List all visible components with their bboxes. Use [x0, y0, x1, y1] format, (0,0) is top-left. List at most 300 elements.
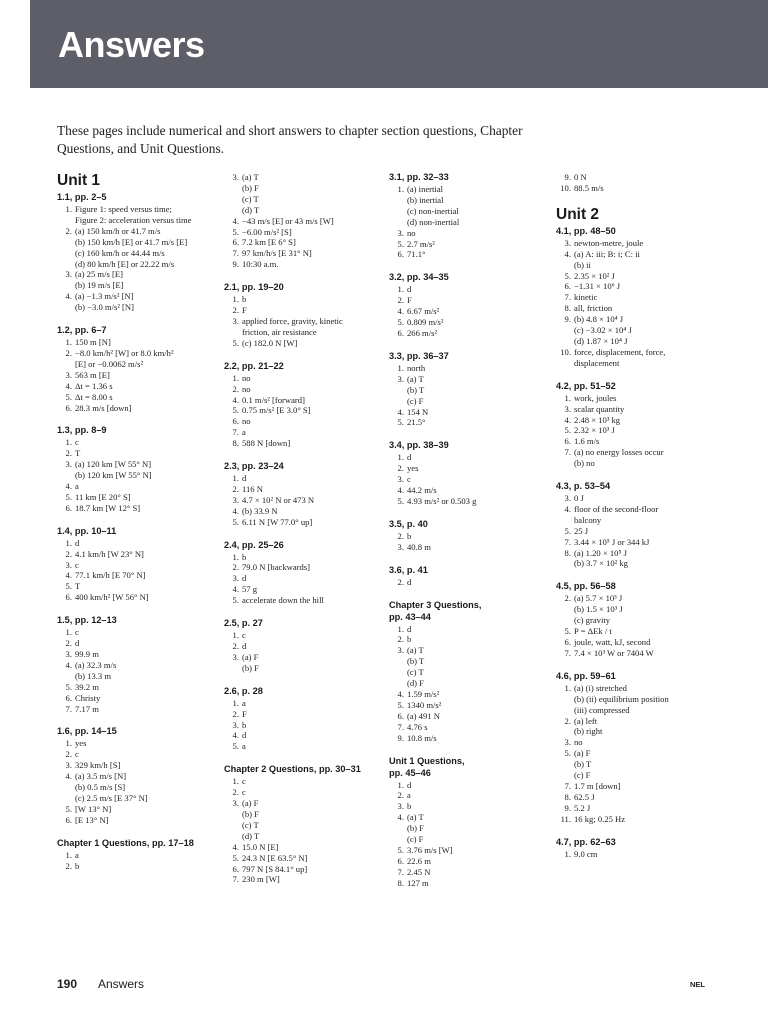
- answer-item: [57, 481, 217, 492]
- answer-list: [57, 437, 217, 513]
- answer-text: north: [407, 362, 426, 373]
- answer-text: (a) T: [407, 373, 424, 384]
- answer-item: [556, 325, 716, 336]
- section-heading: 2.4, pp. 25–26: [224, 539, 284, 550]
- answer-column-1: [57, 172, 217, 884]
- answer-item: [389, 790, 539, 801]
- answer-text: 2.32 × 10³ J: [574, 425, 615, 436]
- answer-number: 6.: [65, 502, 72, 513]
- answer-number: 2.: [65, 225, 72, 236]
- answer-text: no: [242, 416, 251, 427]
- answer-number: 5.: [564, 626, 571, 637]
- answer-text: T: [75, 581, 81, 592]
- answer-text: (a) inertial: [407, 184, 444, 194]
- answer-number: 3.: [397, 801, 404, 812]
- section-heading: 2.3, pp. 23–24: [224, 461, 284, 472]
- answer-item: [389, 689, 539, 700]
- answer-text: c: [242, 630, 246, 641]
- intro-paragraph: These pages include numerical and short answers to chapter section questions, Chapter Questions, and Unit Questions.: [57, 123, 523, 156]
- answer-number: 7.: [564, 447, 571, 458]
- answer-text: 4.76 s: [407, 721, 428, 732]
- answer-text: 40.8 m: [407, 541, 431, 552]
- answer-item: [556, 814, 716, 825]
- section-heading: 2.1, pp. 19–20: [224, 282, 284, 293]
- answer-list: [389, 624, 539, 744]
- answer-section: [389, 519, 539, 553]
- answer-item: [224, 305, 374, 316]
- answer-item: [224, 495, 374, 506]
- answer-text: (c) 182.0 N [W]: [242, 337, 298, 348]
- answer-item: [57, 581, 217, 592]
- answer-number: 7.: [564, 292, 571, 303]
- answer-number: 5.: [232, 405, 239, 416]
- answer-number: 2.: [232, 383, 239, 394]
- answer-item: [556, 759, 716, 770]
- answer-item: [57, 693, 217, 704]
- answer-item: [556, 705, 716, 716]
- answer-number: 1.: [397, 362, 404, 373]
- section-heading-continued: pp. 45–46: [389, 767, 431, 778]
- answer-number: 1.: [65, 437, 72, 448]
- answer-number: 1.: [232, 697, 239, 708]
- answer-number: 5.: [397, 495, 404, 506]
- answer-text: d: [75, 537, 80, 548]
- section-heading: 4.3, p. 53–54: [556, 481, 611, 492]
- answer-text: (b) F: [242, 808, 259, 819]
- section-heading: 1.6, pp. 14–15: [57, 726, 117, 737]
- answer-item: [556, 425, 716, 436]
- answer-list: [389, 284, 539, 339]
- answer-list: [224, 630, 374, 674]
- answer-text: (a) 32.3 m/s: [75, 659, 117, 670]
- answer-text: d: [407, 452, 412, 463]
- answer-text: (d) 80 km/h [E] or 22.22 m/s: [75, 258, 175, 269]
- answer-number: 5.: [232, 595, 239, 606]
- answer-text: 7.17 m: [75, 703, 99, 714]
- answer-text: (d) T: [242, 830, 260, 841]
- answer-number: 4.: [65, 291, 72, 302]
- answer-item: [389, 239, 539, 250]
- answer-item: [224, 416, 374, 427]
- answer-section: [57, 726, 217, 825]
- section-heading: Chapter 1 Questions, pp. 17–18: [57, 837, 194, 848]
- answer-text: 22.6 m: [407, 855, 431, 866]
- answer-section: [224, 172, 374, 270]
- answer-text: 4.7 × 10² N or 473 N: [242, 494, 315, 505]
- answer-text: (a) F: [242, 651, 259, 662]
- answer-section: [389, 600, 539, 744]
- answer-item: [389, 452, 539, 463]
- answer-item: [389, 184, 539, 195]
- answer-item: [224, 473, 374, 484]
- answer-list: [57, 850, 217, 872]
- answer-text: (c) T: [242, 193, 259, 204]
- answer-text: 7.4 × 10³ W or 7404 W: [574, 647, 654, 658]
- answer-column-4: [556, 172, 716, 872]
- answer-item: [389, 463, 539, 474]
- answer-item: [57, 771, 217, 782]
- answer-text: (d) F: [407, 678, 424, 689]
- answer-text: (a) 25 m/s [E]: [75, 269, 123, 280]
- answer-number: 5.: [65, 491, 72, 502]
- answer-number: 5.: [564, 525, 571, 536]
- answer-text: c: [75, 627, 79, 638]
- answer-number: 1.: [232, 473, 239, 484]
- answer-section: [57, 325, 217, 413]
- answer-item: [224, 205, 374, 216]
- answer-text: (c) gravity: [574, 615, 611, 626]
- answer-list: [57, 627, 217, 714]
- answer-text: 97 km/h/s [E 31° N]: [242, 248, 312, 259]
- answer-number: 3.: [564, 737, 571, 748]
- answer-text: (b) 33.9 N: [242, 505, 278, 516]
- answer-list: [556, 393, 716, 469]
- answer-text: (a) 5.7 × 10³ J: [574, 593, 623, 604]
- answer-section: [556, 481, 716, 569]
- answer-item: [556, 404, 716, 415]
- answer-number: 6.: [564, 436, 571, 447]
- answer-item: [57, 280, 217, 291]
- answer-number: 3.: [564, 493, 571, 504]
- answer-text: 39.2 m: [75, 681, 99, 692]
- answer-text: d: [242, 473, 247, 484]
- answer-number: 4.: [397, 689, 404, 699]
- answer-text: 127 m: [407, 877, 429, 888]
- answer-text: 266 m/s²: [407, 327, 438, 338]
- answer-item: [224, 831, 374, 842]
- answer-list: [57, 337, 217, 413]
- answer-list: [224, 172, 374, 270]
- answer-item: [389, 624, 539, 635]
- section-heading: 1.1, pp. 2–5: [57, 192, 107, 202]
- answer-item: [224, 562, 374, 573]
- answer-text: (c) F: [407, 395, 424, 406]
- answer-item: [57, 549, 217, 560]
- answer-text: (b) inertial: [407, 194, 444, 205]
- answer-text: F: [242, 708, 247, 719]
- answer-text: 6.67 m/s²: [407, 306, 440, 317]
- answer-text: d: [407, 284, 412, 295]
- answer-text: 3.76 m/s [W]: [407, 844, 453, 855]
- answer-item: [389, 407, 539, 418]
- section-heading: 3.3, pp. 36–37: [389, 350, 449, 361]
- answer-number: 5.: [397, 699, 404, 710]
- answer-number: 2.: [232, 787, 239, 798]
- answer-number: 1.: [397, 779, 404, 790]
- answer-number: 3.: [65, 559, 72, 570]
- answer-number: 6.: [232, 416, 239, 427]
- answer-item: [57, 815, 217, 826]
- answer-item: [224, 248, 374, 259]
- page-number: 190: [57, 977, 78, 991]
- answer-text: (c) F: [407, 834, 424, 845]
- answer-item: [556, 593, 716, 604]
- answer-item: [389, 667, 539, 678]
- answer-item: [556, 716, 716, 727]
- answer-text: T: [75, 448, 81, 459]
- answer-text: (b) 1.5 × 10³ J: [574, 604, 623, 615]
- answer-item: [556, 183, 716, 194]
- answer-item: [224, 663, 374, 674]
- answer-item: [224, 698, 374, 709]
- answer-number: 4.: [564, 248, 571, 259]
- answer-item: [57, 337, 217, 348]
- answer-number: 7.: [232, 427, 239, 438]
- answer-text: 154 N: [407, 406, 429, 417]
- answer-item: [556, 694, 716, 705]
- answer-text: (a) (i) stretched: [574, 682, 627, 693]
- answer-text: d: [242, 730, 247, 741]
- answer-item: [57, 638, 217, 649]
- answer-text: Figure 1: speed versus time;: [75, 204, 172, 214]
- answer-item: [57, 348, 217, 359]
- answer-item: [57, 649, 217, 660]
- answer-list: [57, 204, 217, 313]
- answer-number: 1.: [564, 682, 571, 693]
- answer-number: 1.: [397, 184, 404, 194]
- answer-list: [224, 294, 374, 349]
- answer-text: (b) 0.5 m/s [S]: [75, 782, 126, 793]
- answer-item: [389, 328, 539, 339]
- answer-section: [57, 526, 217, 603]
- answer-number: 3.: [564, 237, 571, 248]
- answer-item: [556, 637, 716, 648]
- answer-text: 400 km/h² [W 56° N]: [75, 592, 149, 603]
- answer-number: 4.: [65, 570, 72, 581]
- answer-text: 16 kg; 0.25 Hz: [574, 813, 626, 824]
- answer-item: [57, 437, 217, 448]
- answer-item: [224, 237, 374, 248]
- answer-item: [556, 548, 716, 559]
- answer-text: floor of the second-floor: [574, 503, 659, 514]
- answer-text: [E] or −0.0062 m/s²: [75, 358, 144, 369]
- answer-text: (a) 120 km [W 55° N]: [75, 459, 152, 470]
- answer-number: 3.: [397, 474, 404, 485]
- answer-text: (d) non-inertial: [407, 216, 460, 227]
- answer-item: [556, 447, 716, 458]
- answer-item: [224, 172, 374, 183]
- answer-number: 5.: [397, 238, 404, 249]
- answer-number: 4.: [232, 730, 239, 741]
- answer-item: [57, 291, 217, 302]
- answer-number: 1.: [65, 627, 72, 638]
- answer-item: [57, 302, 217, 313]
- answer-text: c: [242, 776, 246, 787]
- answer-list: [224, 552, 374, 607]
- answer-text: 0.75 m/s² [E 3.0° S]: [242, 405, 311, 416]
- answer-number: 4.: [397, 406, 404, 417]
- answer-text: (a) F: [242, 798, 259, 809]
- answer-item: [224, 373, 374, 384]
- answer-number: 3.: [65, 649, 72, 659]
- answer-text: 10:30 a.m.: [242, 259, 279, 270]
- answer-number: 1.: [397, 623, 404, 634]
- answer-number: 9.: [564, 314, 571, 325]
- answer-section: [556, 381, 716, 469]
- answer-item: [389, 812, 539, 823]
- answer-text: (b) 19 m/s [E]: [75, 280, 124, 291]
- answer-text: d: [242, 641, 247, 651]
- answer-number: 3.: [232, 719, 239, 730]
- answer-text: b: [407, 530, 412, 541]
- answer-item: [224, 327, 374, 338]
- answer-item: [556, 615, 716, 626]
- answer-number: 9.: [232, 259, 239, 270]
- unit-heading: Unit 2: [556, 205, 600, 223]
- answer-number: 3.: [232, 315, 239, 326]
- answer-text: 1.59 m/s²: [407, 689, 440, 699]
- answer-item: [389, 531, 539, 542]
- answer-item: [556, 260, 716, 271]
- answer-number: 6.: [65, 692, 72, 703]
- answer-item: [389, 656, 539, 667]
- answer-text: (c) T: [242, 819, 259, 830]
- answer-item: [57, 592, 217, 603]
- answer-text: (b) −3.0 m/s² [N]: [75, 302, 134, 313]
- answer-item: [224, 316, 374, 327]
- answer-list: [556, 593, 716, 658]
- answer-number: 4.: [232, 394, 239, 405]
- answer-text: 11 km [E 20° S]: [75, 491, 131, 502]
- answer-item: [556, 537, 716, 548]
- answer-item: [224, 741, 374, 752]
- answer-number: 8.: [397, 877, 404, 888]
- answer-number: 5.: [65, 391, 72, 402]
- answer-text: 0 N: [574, 172, 587, 182]
- section-heading-continued: pp. 43–44: [389, 611, 431, 622]
- answer-item: [57, 470, 217, 481]
- answer-item: [556, 515, 716, 526]
- answer-item: [57, 760, 217, 771]
- answer-section: [556, 226, 716, 369]
- answer-text: Δt = 1.36 s: [75, 380, 113, 391]
- answer-text: a: [75, 849, 79, 860]
- answer-text: −1.31 × 10⁶ J: [574, 281, 621, 292]
- answer-list: [556, 849, 716, 860]
- answer-item: [57, 459, 217, 470]
- answer-number: 3.: [232, 798, 239, 809]
- answer-text: b: [75, 860, 80, 871]
- answer-item: [57, 682, 217, 693]
- answer-item: [224, 227, 374, 238]
- answer-text: (a) T: [407, 645, 424, 656]
- answer-item: [556, 415, 716, 426]
- answer-item: [224, 584, 374, 595]
- section-heading: 3.4, pp. 38–39: [389, 440, 449, 451]
- answer-number: 4.: [232, 584, 239, 595]
- answer-text: 15.0 N [E]: [242, 841, 279, 852]
- answer-text: (a) 491 N: [407, 710, 440, 721]
- answer-section: [57, 425, 217, 513]
- answer-text: (a) no energy losses occur: [574, 447, 664, 458]
- answer-text: (b) 13.3 m: [75, 670, 112, 681]
- answer-item: [224, 194, 374, 205]
- answer-item: [224, 259, 374, 270]
- answer-item: [389, 317, 539, 328]
- answer-section: [57, 192, 217, 313]
- answer-text: a: [407, 790, 411, 801]
- answer-list: [224, 473, 374, 528]
- answer-item: [389, 228, 539, 239]
- answer-number: 5.: [232, 852, 239, 863]
- answer-section: [224, 461, 374, 528]
- answer-number: 8.: [232, 438, 239, 449]
- answer-number: 2.: [65, 548, 72, 559]
- answer-section: [224, 618, 374, 674]
- answer-item: [389, 295, 539, 306]
- answer-text: (c) F: [574, 770, 591, 781]
- answer-section: [224, 282, 374, 349]
- answer-text: 62.5 J: [574, 791, 595, 802]
- answer-section: [556, 581, 716, 658]
- answer-text: c: [407, 474, 411, 485]
- answer-item: [389, 878, 539, 889]
- answer-item: [556, 648, 716, 659]
- answer-item: [389, 396, 539, 407]
- answer-text: 6.11 N [W 77.0° up]: [242, 516, 313, 527]
- answer-item: [57, 560, 217, 571]
- answer-text: 4.1 km/h [W 23° N]: [75, 548, 144, 559]
- answer-number: 5.: [232, 226, 239, 237]
- section-heading: 1.4, pp. 10–11: [57, 525, 117, 536]
- answer-item: [389, 417, 539, 428]
- answer-number: 2.: [65, 448, 72, 459]
- answer-item: [57, 660, 217, 671]
- answer-item: [389, 217, 539, 228]
- answer-item: [556, 748, 716, 759]
- answer-text: 18.7 km [W 12° S]: [75, 502, 141, 513]
- answer-item: [224, 853, 374, 864]
- answer-item: [389, 801, 539, 812]
- answer-number: 11.: [560, 813, 571, 824]
- answer-number: 3.: [397, 541, 404, 552]
- answer-item: [224, 776, 374, 787]
- answer-item: [556, 303, 716, 314]
- answer-item: [57, 215, 217, 226]
- answer-text: kinetic: [574, 292, 598, 303]
- answer-text: (a) left: [574, 715, 598, 726]
- answer-section: [556, 671, 716, 825]
- answer-item: [57, 671, 217, 682]
- answer-number: 1.: [232, 630, 239, 641]
- answer-number: 6.: [397, 249, 404, 260]
- answer-text: 2.7 m/s²: [407, 238, 435, 249]
- answer-number: 4.: [65, 481, 72, 492]
- footer-section-title: Answers: [98, 977, 145, 991]
- answer-text: joule, watt, kJ, second: [574, 637, 651, 647]
- answer-number: 3.: [397, 645, 404, 656]
- answer-item: [556, 770, 716, 781]
- answer-text: (a) T: [407, 812, 424, 823]
- answer-number: 2.: [65, 749, 72, 760]
- answer-text: P = ΔEk / t: [574, 626, 612, 637]
- answer-text: no: [242, 383, 251, 394]
- answer-item: [556, 292, 716, 303]
- answer-item: [57, 793, 217, 804]
- answer-text: c: [75, 749, 79, 760]
- answer-number: 2.: [232, 708, 239, 719]
- answer-number: 3.: [232, 494, 239, 505]
- answer-number: 4.: [397, 306, 404, 317]
- answer-text: work, joules: [574, 392, 617, 403]
- section-heading: 2.6, p. 28: [224, 685, 263, 696]
- answer-text: c: [75, 437, 79, 448]
- answer-item: [556, 347, 716, 358]
- answer-text: d: [407, 576, 412, 587]
- answer-text: 329 km/h [S]: [75, 760, 121, 771]
- answer-number: 2.: [397, 576, 404, 587]
- answer-list: [389, 577, 539, 588]
